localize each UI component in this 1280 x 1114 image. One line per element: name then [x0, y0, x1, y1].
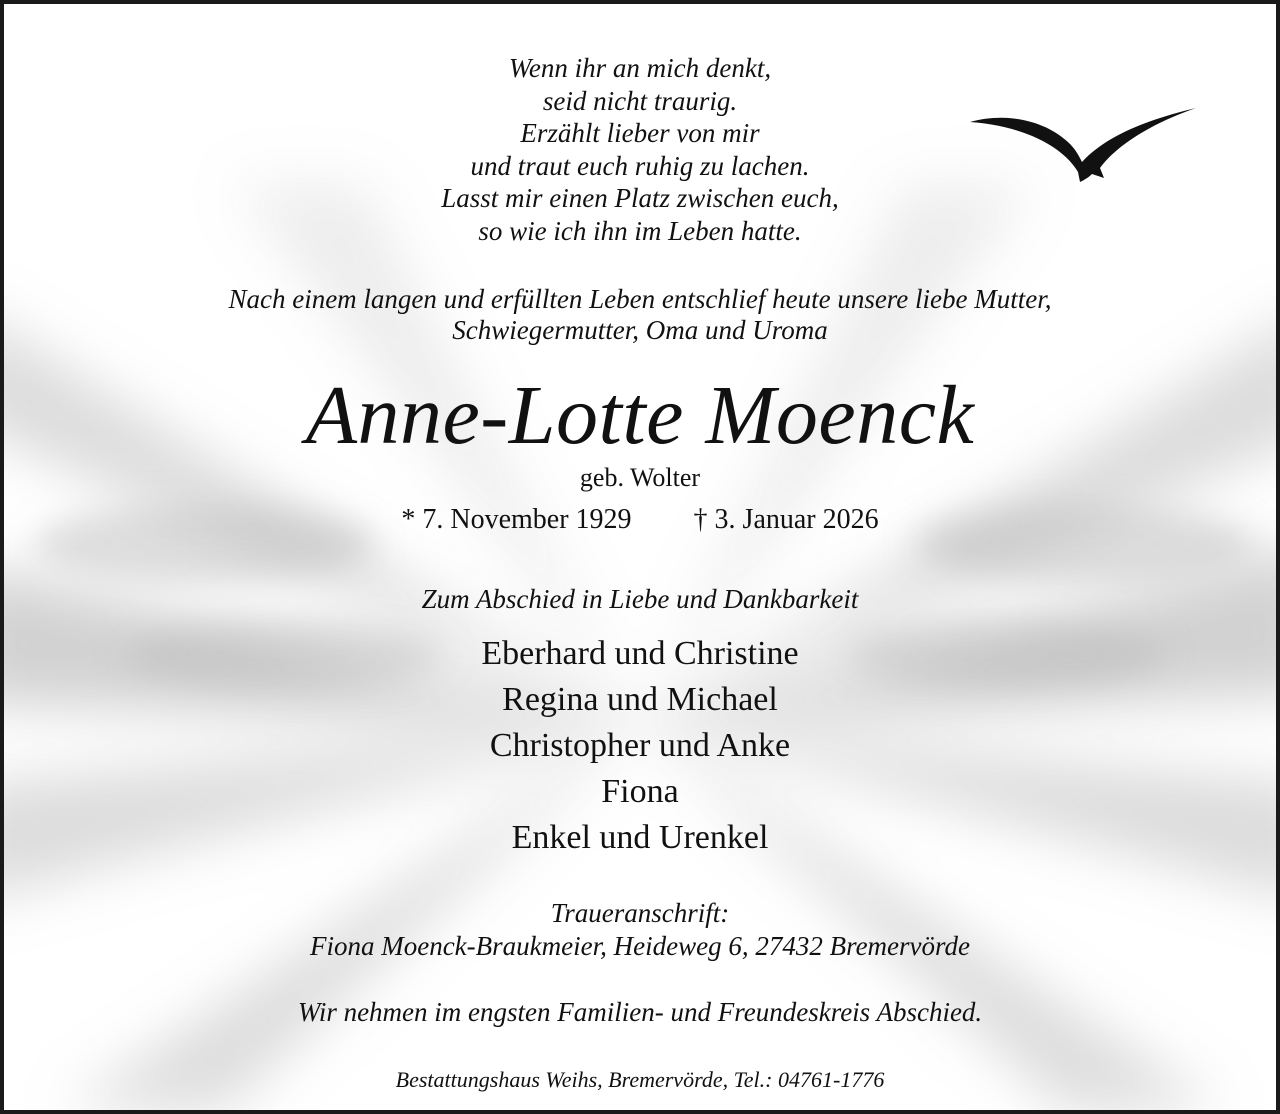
address-label: Traueranschrift:	[550, 898, 730, 928]
mourner-name: Eberhard und Christine	[481, 635, 799, 672]
intro-text	[4, 284, 1276, 346]
poem-line: so wie ich ihn im Leben hatte.	[478, 215, 802, 246]
poem-line: seid nicht traurig.	[542, 85, 738, 116]
deceased-name: Anne-Lotte Moenck	[305, 369, 975, 462]
address-line: Fiona Moenck-Braukmeier, Heideweg 6, 27432 Bremervörde	[309, 931, 971, 961]
poem-line: Lasst mir einen Platz zwischen euch,	[441, 183, 839, 213]
undertaker-info: Bestattungshaus Weihs, Bremervörde, Tel.: 04761-1776	[395, 1067, 885, 1092]
mourner-name: Christopher und Anke	[489, 727, 791, 764]
mourner-name: Fiona	[601, 773, 679, 810]
intro-line: Nach einem langen und erfüllten Leben entschlief heute unsere liebe Mutter,	[228, 284, 1052, 314]
mourners-list	[4, 631, 1276, 861]
death-date: † 3. Januar 2026	[693, 504, 879, 535]
life-dates	[4, 504, 1276, 536]
mourner-name: Regina und Michael	[502, 681, 778, 718]
mourner-name: Enkel und Urenkel	[511, 819, 769, 856]
birth-date: * 7. November 1929	[401, 504, 632, 535]
maiden-name: geb. Wolter	[579, 463, 701, 492]
closing-text: Wir nehmen im engsten Familien- und Freundeskreis Abschied.	[297, 997, 983, 1027]
intro-line: Schwiegermutter, Oma und Uroma	[452, 315, 828, 345]
seagull-icon	[966, 102, 1200, 184]
poem-line: Erzählt lieber von mir	[520, 118, 760, 148]
poem-line: Wenn ihr an mich denkt,	[508, 53, 772, 83]
farewell-text: Zum Abschied in Liebe und Dankbarkeit	[421, 584, 859, 614]
mourning-address	[4, 897, 1276, 963]
poem-line: und traut euch ruhig zu lachen.	[470, 150, 810, 181]
